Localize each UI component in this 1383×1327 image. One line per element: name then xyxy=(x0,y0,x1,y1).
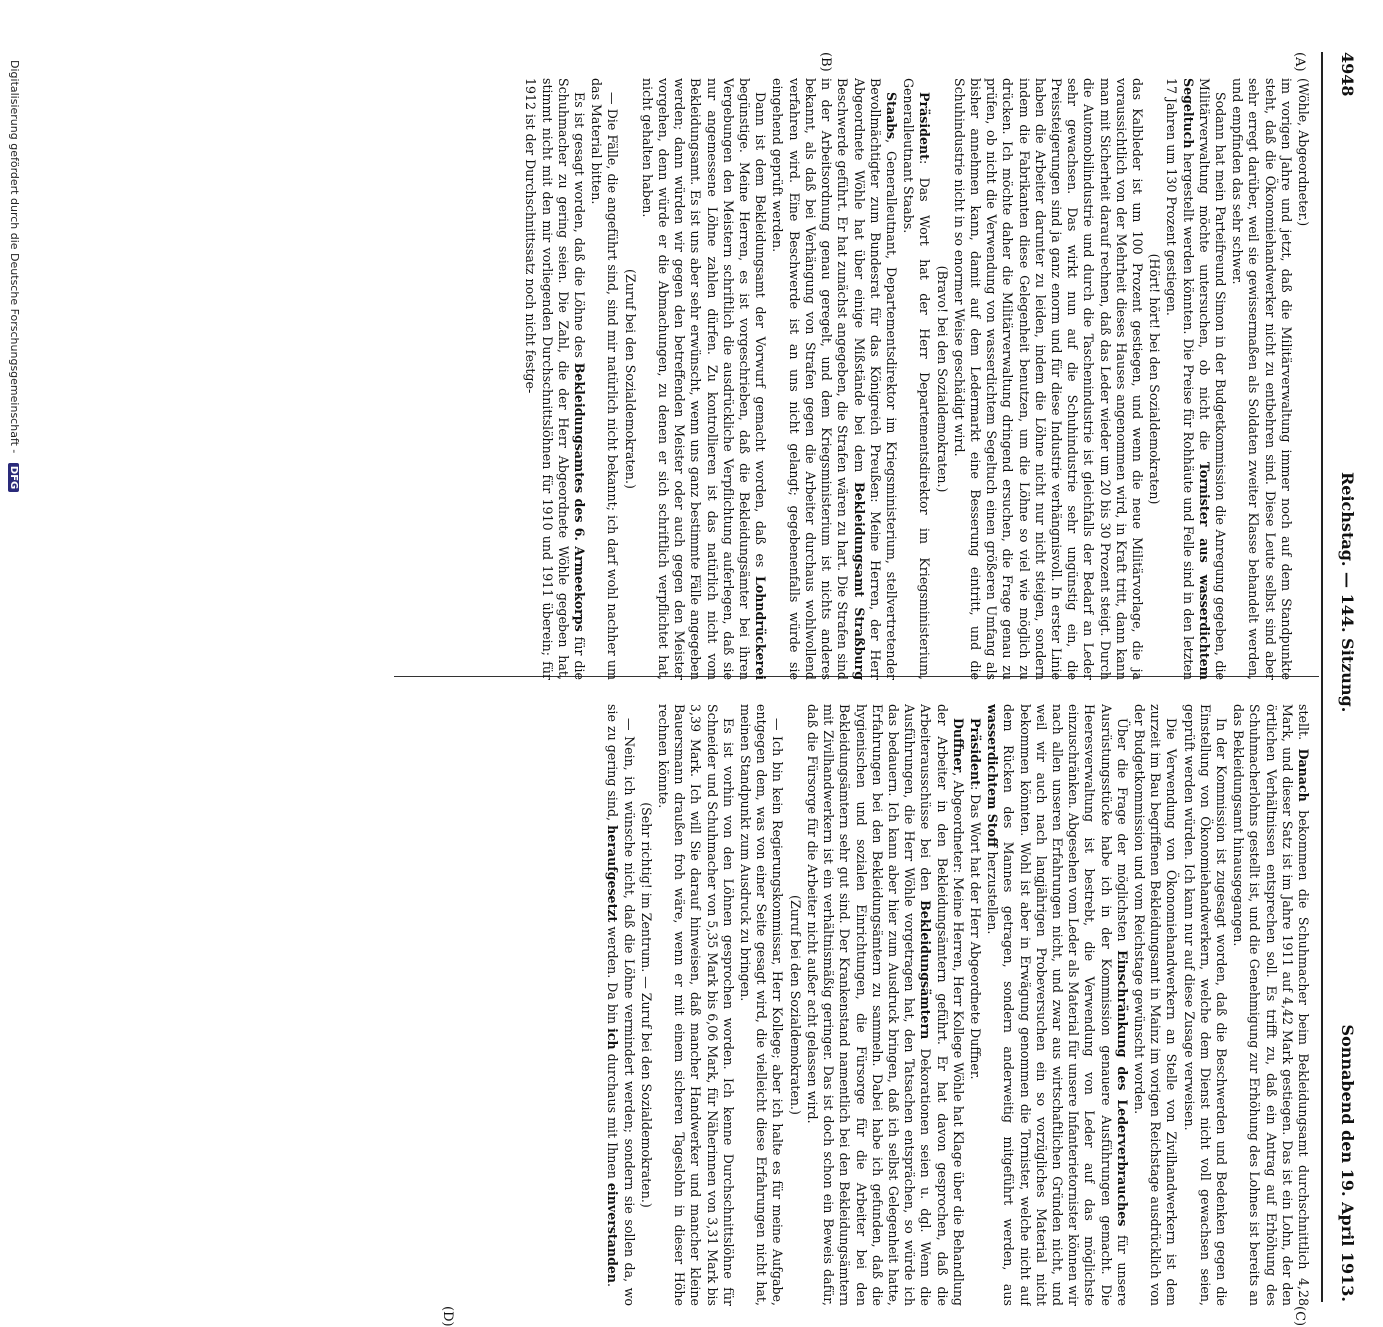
margin-mark-c: (C) xyxy=(1292,1306,1307,1327)
page-header xyxy=(1331,52,1383,1302)
paragraph: — Nein, ich wünsche nicht, daß die Löhne vermindert werden; sondern sie sollen da, wo sie zu gering sind, heraufgesetzt werden. Da bin ich durchaus mit Ihnen einverstanden. xyxy=(605,704,637,1306)
page-title: Reichstag. — 144. Sitzung. xyxy=(1338,472,1357,713)
interjection: (Bravo! bei den Sozialdemokraten.) xyxy=(934,265,950,493)
header-divider xyxy=(1321,52,1323,1302)
paragraph: — Ich bin kein Regierungskommissar, Herr Kollege; aber ich halte es für meine Aufgabe, entgegen dem, was von einer Seite gesagt wird, die vielleicht diese Erfahrungen nicht hat, meinen Standpunkt zum Ausdruck zu bringen. xyxy=(738,704,786,1306)
margin-mark-a: (A) xyxy=(1292,52,1307,72)
left-column xyxy=(396,78,1311,680)
interjection: (Zuruf bei den Sozialdemokraten.) xyxy=(622,269,638,489)
paragraph: In der Kommission ist zugesagt worden, daß die Beschwerden und Bedenken gegen die Einstellung von Ökonomiehandwerkern, welche dem Dienst nicht voll gewachsen seien, geprüft werden würden. Ich kann nur auf diese Zusage verweisen. xyxy=(1181,704,1229,1306)
paragraph: Die Verwendung von Ökonomiehandwerkern an Stelle von Zivilhandwerkern ist dem zurzeit im Bau begriffenen Bekleidungsamt in Mainz im vorigen Reichstage ausdrücklich von der Budgetkommission und vom Reichstage gewünscht worden. xyxy=(1131,704,1180,1306)
paragraph: das Kalbleder ist um 100 Prozent gestiegen, und wenn die neue Militärvorlage, die ja voraussichtlich von der Mehrheit dieses Hauses angenommen wird, in Kraft tritt, dann kann man mit Sicherheit darauf rechnen, daß das Leder wieder um 20 bis 30 Prozent steigt. Durch die Automobilindustrie und durch die Taschenindustrie ist gleichfalls der Bedarf an Leder sehr gewachsen. Das wirkt nun auf die Schuhindustrie sehr ungünstig ein, die Preissteigerungen sind ja ganz enorm und für diese Industrie verhängnisvoll. In erster Linie haben die Arbeiter darunter zu leiden, indem die Löhne nicht nur nicht steigen, sondern indem die Fabrikanten diese Gelegenheit benutzen, um die Löhne so viel wie möglich zu drücken. Ich möchte daher die Militärverwaltung dringend ersuchen, die Frage genau zu prüfen, ob nicht die Verwendung von wasserdichtem Segeltuch einen größeren Umfang als bisher annehmen kann, damit auf dem Ledermarkt eine Besserung eintritt, und die Schuhindustrie nicht in so enormer Weise geschädigt wird. xyxy=(951,78,1145,680)
margin-mark-d: (D) xyxy=(440,1306,455,1327)
paragraph: — Die Fälle, die angeführt sind, sind mir natürlich nicht bekannt; ich darf wohl nachher um das Material bitten. xyxy=(589,78,621,680)
paragraph: Duffner, Abgeordneter: Meine Herren, Herr Kollege Wöhle hat Klage über die Behandlung der Arbeiter in den Bekleidungsämtern geführt. Er hat davon gesprochen, daß die Arbeiterausschüsse bei den Bekleidungsämtern Dekorationen seien u. dgl. Wenn die Ausführungen, die Herr Wöhle vorgetragen hat, den Tatsachen entsprächen, so würde ich das bedauern. Ich kann aber hier zum Ausdruck bringen, daß ich selbst Gelegenheit hatte, Erfahrungen bei den Bekleidungsämtern zu sammeln. Dabei habe ich gefunden, daß die hygienischen und sozialen Einrichtungen, die Fürsorge für die Arbeiter bei den Bekleidungsämtern sehr gut sind. Der Krankenstand namentlich bei den Bekleidungsämtern mit Zivilhandwerkern ist ein verhältnismäßig geringer. Das ist doch schon ein Beweis dafür, daß die Fürsorge für die Arbeiter nicht außer acht gelassen wird. xyxy=(804,704,966,1306)
credit-text: Digitalisierung gefördert durch die Deutsche Forschungsgemeinschaft - xyxy=(8,60,21,454)
page-number: 4948 xyxy=(1338,52,1357,97)
dfg-logo: DFG xyxy=(8,463,19,492)
paragraph: Dann ist dem Bekleidungsamt der Vorwurf gemacht worden, daß es Lohndrückerei begünstige. Meine Herren, es ist vorgeschrieben, daß die Bekleidungsämter bei ihren Vergebungen den Meistern schriftlich die ausdrückliche Verpflichtung auferlegen, daß sie nur angemessene Löhne zahlen dürfen. Zu kontrollieren ist das natürlich nicht vom Bekleidungsamt. Es ist uns aber sehr erwünscht, wenn uns ganz bestimmte Fälle angegeben werden; dann würden wir gegen den betreffenden Meister oder auch gegen den Meister vorgehen, denn würde er die Abmachungen, zu denen er sich schriftlich verpflichtet hat, nicht gehalten haben. xyxy=(639,78,769,680)
session-date: Sonnabend den 19. April 1913. xyxy=(1338,1024,1357,1302)
paragraph: stellt. Danach bekommen die Schuhmacher beim Bekleidungsamt durchschnittlich 4,28 Mark, und dieser Satz ist im Jahre 1911 auf 4,42 Mark gestiegen. Das ist ein Lohn, der den örtlichen Verhältnissen entsprechen soll. Es trifft zu, daß ein Antrag auf Erhöhung des Schuhmacherlohns gestellt ist, und die Genehmigung zur Erhöhung des Lohnes ist bereits an das Bekleidungsamt hinausgegangen. xyxy=(1231,704,1311,1306)
speaker-note: (Wöhle, Abgeordneter.) xyxy=(1296,78,1311,227)
margin-mark-b: (B) xyxy=(818,52,833,72)
interjection: (Hört! hört! bei den Sozialdemokraten) xyxy=(1147,253,1163,505)
digitization-credit xyxy=(8,60,21,1040)
paragraph: Sodann hat mein Parteifreund Simon in der Budgetkommission die Anregung gegeben, die Militärverwaltung möchte untersuchen, ob nicht die Tornister aus wasserdichtem Segeltuch hergestellt werden könnten. Die Preise für Rohhäute und Felle sind in den letzten 17 Jahren um 130 Prozent gestiegen. xyxy=(1164,78,1228,680)
paragraph: Es ist gesagt worden, daß die Löhne des Bekleidungsamtes des 6. Armeekorps für die Schuhmacher zu gering seien. Die Zahl, die der Herr Abgeordnete Wöhle gegeben hat, stimmt nicht mit den mir vorliegenden Durchschnittslöhnen für 1910 und 1911 überein; für 1912 ist der Durchschnittssatz noch nicht festge- xyxy=(523,78,588,680)
paragraph: im vorigen Jahre und jetzt, daß die Militärverwaltung immer noch auf dem Standpunkte steht, daß die Ökonomiehandwerker nicht zu entbehren sind. Diese Leute selbst sind aber sehr erregt darüber, weil sie gewissermaßen als Soldaten zweiter Klasse behandelt werden, und empfinden das sehr schwer. xyxy=(1230,78,1294,680)
interjection: (Sehr richtig! im Zentrum. — Zuruf bei den Sozialdemokraten.) xyxy=(638,802,654,1208)
paragraph: Über die Frage der möglichsten Einschränkung des Lederverbrauches für unsere Ausrüstungsstücke habe ich in der Kommission genauere Ausführungen gemacht. Die Heeresverwaltung ist bestrebt, die Verwendung von Leder auf das möglichste einzuschränken. Abgesehen vom Leder als Material für unsere Infanterietornister können wir nach allen unseren Erfahrungen nicht, und zwar aus wirtschaftlichen Gründen nicht, und weil wir auch nach langjährigen Probeversuchen ein so vorzügliches Material nicht bekommen könnten. Wohl ist aber in Erwägung genommen die Tornister, welche nicht auf dem Rücken des Mannes getragen, sondern anderweitig mitgeführt werden, aus wasserdichtem Stoff herzustellen. xyxy=(985,704,1130,1306)
right-column xyxy=(396,704,1311,1306)
interjection: (Zuruf bei den Sozialdemokraten.) xyxy=(787,895,803,1115)
paragraph: Es ist vorhin von den Löhnen gesprochen worden. Ich kenne Durchschnittslöhne für Schneider und Schuhmacher von 5,35 Mark bis 6,06 Mark, für Näherinnen von 3,31 Mark bis 3,39 Mark. Ich will Sie darauf hinweisen, daß mancher Handwerker und mancher kleine Bauersmann draußen froh wäre, wenn er mit einem sicheren Tageslohn in dieser Höhe rechnen könnte. xyxy=(656,704,736,1306)
paragraph: Präsident: Das Wort hat der Herr Departementsdirektor im Kriegsministerium, Generalleutnant Staabs. xyxy=(901,78,933,680)
paragraph: Staabs, Generalleutnant, Departementsdirektor im Kriegsministerium, stellvertretender Bevollmächtigter zum Bundesrat für das Königreich Preußen: Meine Herren, der Herr Abgeordnete Wöhle hat über einige Mißstände bei dem Bekleidungsamt Straßburg Beschwerde geführt. Er hat zunächst angegeben, die Strafen wären zu hart. Die Strafen sind in der Arbeitsordnung genau geregelt, und dem Kriegsministerium ist nichts anderes bekannt, als daß bei Verhängung von Strafen gegen die Arbeiter durchaus wohlwollend verfahren wird. Eine Beschwerde ist an uns nicht gelangt; gegebenenfalls würde sie eingehend geprüft werden. xyxy=(770,78,899,680)
paragraph: Präsident: Das Wort hat der Herr Abgeordnete Duffner. xyxy=(967,718,983,1080)
